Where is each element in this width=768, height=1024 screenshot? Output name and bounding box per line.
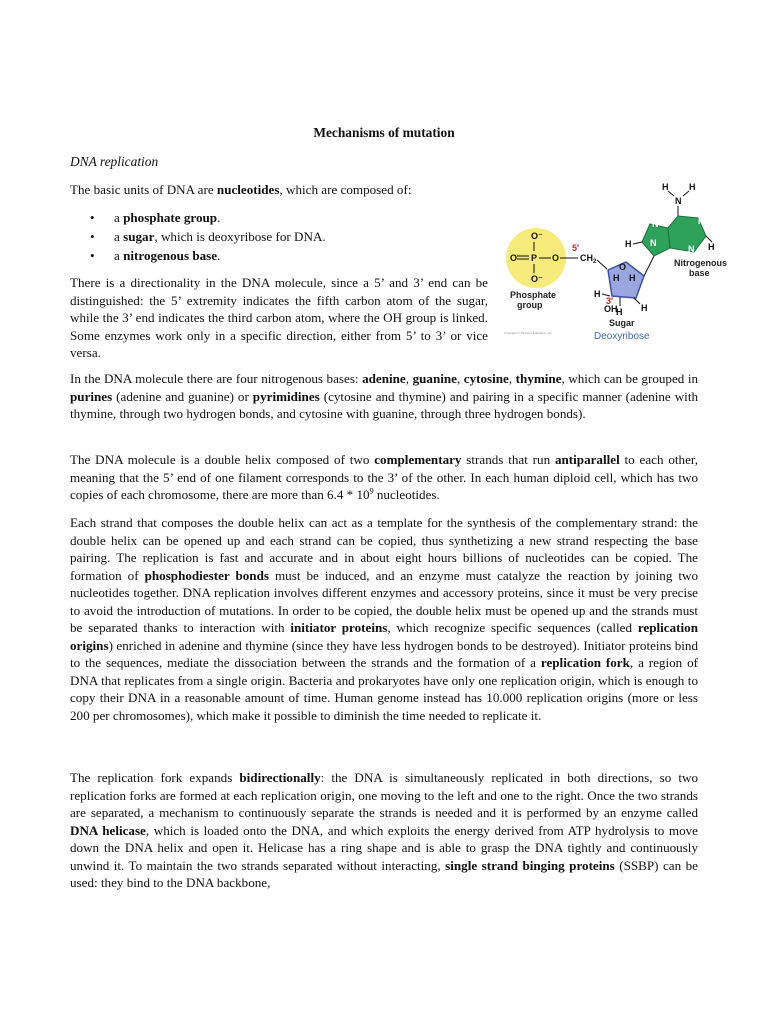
- base-h: H: [708, 242, 715, 252]
- base-n: N: [650, 238, 657, 248]
- replication-fork-paragraph: The replication fork expands bidirectionally: the DNA is simultaneously replicated in both directions, so two replication forks are formed at each replication origin, one moving to the left and one to the right. Once the two strands are separated, a mechanism to continuously separate the strands is needed and it is performed by an enzyme called DNA helicase, which is loaded onto the DNA, and which exploits the energy derived from ATP hydrolysis to move down the DNA helix and open it. Helicase has a ring shape and is able to grasp the DNA tightly and continuously unwind it. To maintain the two strands separated without interacting, single strand binging proteins (SSBP) can be used: they bind to the DNA backbone,: [70, 770, 698, 890]
- page-title: Mechanisms of mutation: [313, 125, 455, 140]
- nucleotide-structure-diagram: [502, 176, 727, 351]
- ch2-label: $CH_2$: [580, 253, 597, 265]
- template-strand-paragraph: Each strand that composes the double helix can act as a template for the synthesis of the complementary strand: the double helix can be opened up and each strand can be copied, thus synthetizing a new strand respecting the base pairing. The replication is fast and accurate and in about eight hours billions of nucleotides can be copied. The formation of phosphodiester bonds must be induced, and an enzyme must catalyze the reaction by joining two nucleotides together. DNA replication involves different enzymes and accessory proteins, since it must be very precise to avoid the introduction of mutations. In order to be copied, the double helix must be opened up and the strands must be separated thanks to interaction with initiator proteins, which recognize specific sequences (called replication origins) enriched in adenine and thymine (since they have less hydrogen bonds to be destroyed). Initiator proteins bind to the sequences, mediate the dissociation between the strands and the formation of a replication fork, a region of DNA that replicates from a single origin. Bacteria and prokaryotes have only one replication origin, which is enough to copy their DNA in a reasonable amount of time. Human genome instead has 10.000 replication origins (more or less 200 per chromosomes), which make it possible to diminish the time needed to replicate it.: [70, 515, 699, 723]
- sugar-h: H: [629, 273, 636, 283]
- section-heading: DNA replication: [70, 154, 159, 169]
- five-prime-label: 5′: [572, 243, 580, 253]
- list-item: • a nitrogenous base.: [90, 246, 490, 265]
- base-n: N: [688, 244, 695, 254]
- phosphate-p: P: [531, 253, 538, 263]
- phosphate-label-2: group: [517, 300, 543, 310]
- list-item: • a sugar, which is deoxyribose for DNA.: [90, 227, 490, 246]
- amine-h: H: [689, 182, 696, 192]
- intro-paragraph: The basic units of DNA are nucleotides, which are composed of:: [70, 182, 412, 197]
- list-item: • a phosphate group.: [90, 208, 490, 227]
- sugar-oh: OH: [604, 304, 618, 314]
- nucleotide-components-list: [90, 208, 490, 265]
- phosphate-o-right: O: [552, 253, 560, 263]
- directionality-paragraph: There is a directionality in the DNA molecule, since a 5’ and 3’ end can be distinguished: the 5’ extremity indicates the fifth carbon atom of the sugar, while the 3’ end indicates the third carbon atom, where the OH group is linked. Some enzymes work only in a specific direction, either from 5’ to 3’ or vice versa.: [70, 275, 488, 360]
- phosphate-label: Phosphate: [510, 290, 557, 300]
- base-h: H: [625, 239, 632, 249]
- amine-n: N: [675, 196, 682, 206]
- base-label-2: base: [689, 268, 710, 278]
- sugar-h: H: [641, 303, 648, 313]
- deoxyribose-label: Deoxyribose: [594, 331, 650, 342]
- base-n: N: [652, 219, 659, 229]
- phosphate-o-bottom: O⁻: [531, 274, 543, 284]
- sugar-h: H: [616, 307, 623, 317]
- sugar-o: O: [619, 262, 627, 272]
- phosphate-o-top: O⁻: [531, 231, 543, 241]
- sugar-label: Sugar: [609, 318, 635, 328]
- phosphate-o-left: O: [510, 253, 518, 263]
- three-prime-label: 3′: [606, 296, 614, 306]
- sugar-h: H: [613, 273, 620, 283]
- base-label: Nitrogenous: [674, 258, 727, 268]
- base-n: N: [698, 216, 705, 226]
- amine-h: H: [662, 182, 669, 192]
- figure-copyright: Copyright © Pearson Education, Inc.: [504, 331, 553, 335]
- bases-paragraph: In the DNA molecule there are four nitrogenous bases: adenine, guanine, cytosine, thymine, which can be grouped in purines (adenine and guanine) or pyrimidines (cytosine and thymine) and pairing in a specific manner (adenine with thymine, through two hydrogen bonds, and cytosine with guanine, through three hydrogen bonds).: [70, 371, 699, 421]
- sugar-h: H: [594, 289, 601, 299]
- double-helix-paragraph: The DNA molecule is a double helix composed of two complementary strands that run antiparallel to each other, meaning that the 5’ end of one filament corresponds to the 3’ of the other. In each human diploid cell, which has two copies of each chromosome, there are more than $6.4 * 10^9$ nucleotides.: [70, 452, 699, 502]
